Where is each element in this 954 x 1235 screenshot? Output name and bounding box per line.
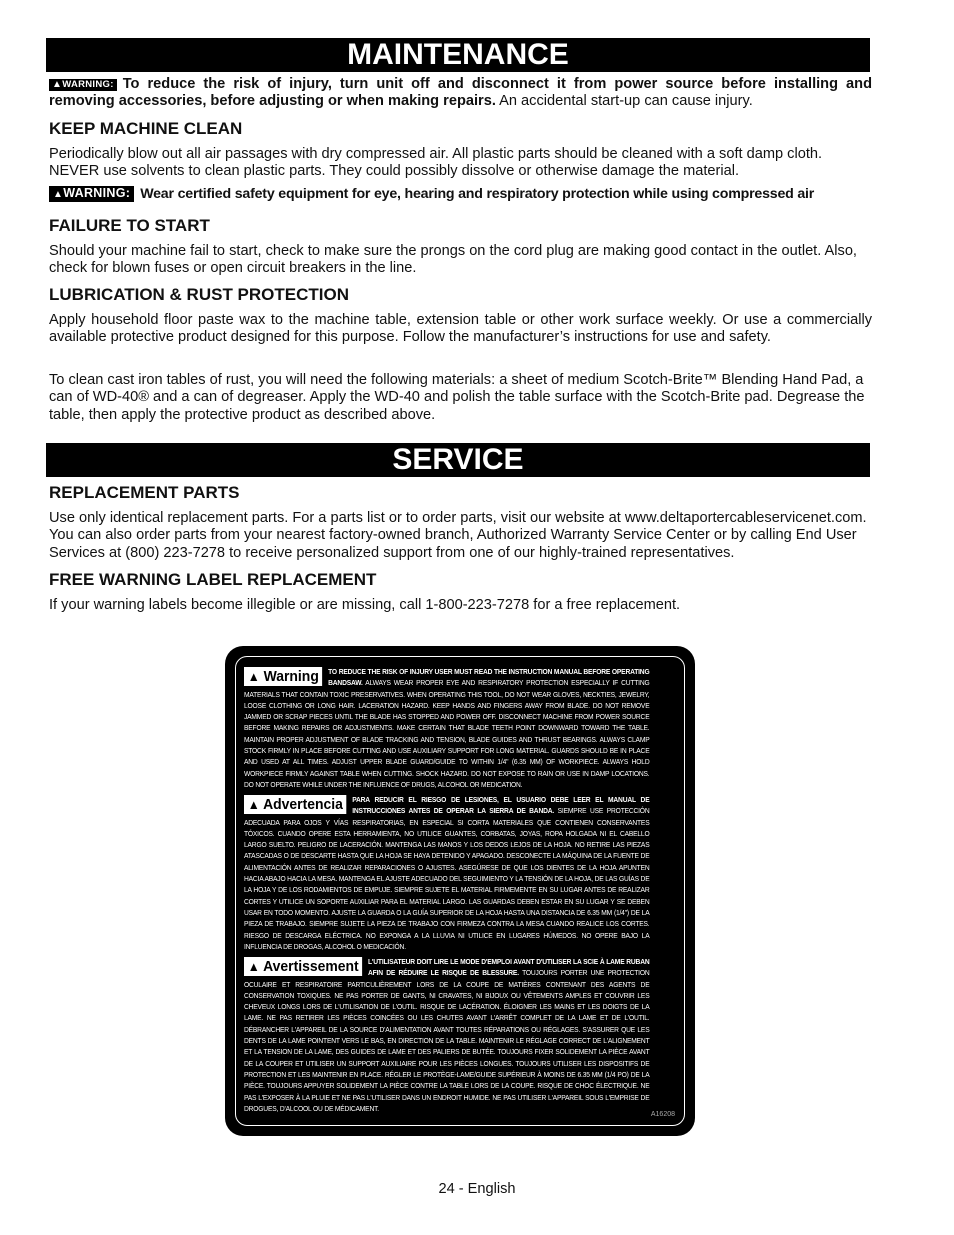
service-title-bar — [46, 443, 870, 477]
heading-lubrication: LUBRICATION & RUST PROTECTION — [49, 285, 350, 304]
label-spanish: ▲ Advertencia PARA REDUCIR EL RIESGO DE LESIONES, EL USUARIO DEBE LEER EL MANUAL DE INSTRUCCIONES ANTES DE OPERAR LA SIERRA DE BANDA. SIEMPRE USE PROTECCIÓN ADECUADA PARA OJOS Y VÍAS RESPIRATORIAS, EN ESPECIAL SI CORTA MATERIALES QUE CONTIENEN CONSERVANTES TÓXICOS. CUANDO OPERE ESTA HERRAMIENTA, NO UTILICE GUANTES, CORBATAS, JOYAS, ROPA HOLGADA NI EL CABELLO LARGO SUELTO. PELIGRO DE LACERACIÓN. MANTENGA LAS MANOS Y LOS DEDOS LEJOS DE LA HOJA. NO RETIRE LAS PIEZAS ATASCADAS O DE DESCARTE HASTA QUE LA HOJA SE HAYA DETENIDO Y APAGADO. DESCONECTE LA MÁQUINA DE LA FUENTE DE ALIMENTACIÓN ANTES DE REALIZAR REPARACIONES O AJUSTES. ASEGÚRESE DE QUE LOS DIENTES DE LA HOJA APUNTEN HACIA ABAJO HACIA LA MESA. MANTENGA EL AJUSTE ADECUADO DEL SEGUIMIENTO Y LA TENSIÓN DE LA HOJA, DE LAS GUÍAS DE LA HOJA Y DE LOS RODAMIENTOS DE EMPUJE. SIEMPRE SUJETE EL MATERIAL FIRMEMENTE EN SU LUGAR ANTES DE REALIZAR CORTES Y UTILICE UN SOPORTE AUXILIAR PARA EL MATERIAL LARGO. LAS GUARDAS DEBEN ESTAR EN SU LUGAR Y SE DEBEN USAR EN TODO MOMENTO. AJUSTE LA GUARDA O LA GUÍA SUPERIOR DE LA HOJA HASTA UNA DISTANCIA DE 6.35 MM (1/4") DE LA PIEZA DE TRABAJO. SIEMPRE SUJETE LA PIEZA DE TRABAJO CON FIRMEZA CONTRA LA MESA CUANDO REALICE LOS CORTES. RIESGO DE DESCARGA ELÉCTRICA. NO EXPONGA A LA LLUVIA NI UTILICE EN LUGARES HÚMEDOS. NO OPERE BAJO LA INFLUENCIA DE DROGAS, ALCOHOL O MEDICACIÓN. — [244, 795, 650, 951]
warning-triangle-icon: ▲ — [52, 79, 63, 90]
maintenance-warning: ▲WARNING: To reduce the risk of injury, turn unit off and disconnect it from power source before installing and removing accessories, before adjusting or when making repairs. An accidental start-up can cause injury. — [49, 76, 872, 110]
label-warning-heading: ▲ Warning — [244, 667, 323, 686]
warning-triangle-icon: ▲ — [53, 189, 64, 200]
warning-triangle-icon: ▲ — [247, 669, 260, 684]
keep-clean-warning: ▲WARNING: Wear certified safety equipment for eye, hearing and respiratory protection while using compressed air — [49, 186, 872, 203]
label-english: ▲ Warning TO REDUCE THE RISK OF INJURY USER MUST READ THE INSTRUCTION MANUAL BEFORE OPERATING BANDSAW. ALWAYS WEAR PROPER EYE AND RESPIRATORY PROTECTION ESPECIALLY IF CUTTING MATERIALS THAT CONTAIN TOXIC PRESERVATIVES. WHEN OPERATING THIS TOOL, DO NOT WEAR GLOVES, NECKTIES, JEWELRY, LOOSE CLOTHING OR LONG HAIR. LACERATION HAZARD. KEEP HANDS AND FINGERS AWAY FROM BLADE. DO NOT REMOVE JAMMED OR SCRAP PIECES UNTIL THE BLADE HAS STOPPED AND POWER OFF. DISCONNECT MACHINE FROM POWER SOURCE BEFORE MAKING REPAIRS OR ADJUSTMENTS. MAKE CERTAIN THAT BLADE TEETH POINT DOWNWARD TOWARD THE TABLE. MAINTAIN PROPER ADJUSTMENT OF BLADE TRACKING AND TENSION, BLADE GUIDES AND THRUST BEARINGS. ALWAYS CLAMP STOCK FIRMLY IN PLACE BEFORE CUTTING AND USE AUXILIARY SUPPORT FOR LONG MATERIAL. GUARDS SHOULD BE IN PLACE AND USED AT ALL TIMES. ADJUST UPPER BLADE GUARD/GUIDE TO WITHIN 1/4" (6.35 MM) OF WORKPIECE. ALWAYS HOLD WORKPIECE FIRMLY AGAINST TABLE WHEN CUTTING. SHOCK HAZARD. DO NOT EXPOSE TO RAIN OR USE IN DAMP LOCATIONS. DO NOT OPERATE WHILE UNDER THE INFLUENCE OF DRUGS, ALCOHOL OR MEDICATION. — [244, 667, 650, 789]
label-french: ▲ Avertissement L'UTILISATEUR DOIT LIRE LE MODE D'EMPLOI AVANT D'UTILISER LA SCIE À LAME RUBAN AFIN DE RÉDUIRE LE RISQUE DE BLESSURE. TOUJOURS PORTER UNE PROTECTION OCULAIRE ET RESPIRATOIRE PARTICULIÈREMENT LORS DE LA COUPE DE MATIÈRES CONTENANT DES AGENTS DE CONSERVATION TOXIQUES. NE PAS PORTER DE GANTS, NI CRAVATES, NI BIJOUX OU VÊTEMENTS AMPLES ET COUVRIR LES CHEVEUX LONGS LORS DE L'UTILISATION DE L'OUTIL. RISQUE DE LACÉRATION. ÉLOIGNER LES MAINS ET LES DOIGTS DE LA LAME. NE PAS RETIRER LES PIÈCES COINCÉES OU LES CHUTES AVANT L'ARRÊT COMPLET DE LA LAME ET DE L'OUTIL. DÉBRANCHER L'APPAREIL DE LA SOURCE D'ALIMENTATION AVANT TOUTES RÉPARATIONS OU RÉGLAGES. S'ASSURER QUE LES DENTS DE LA LAME POINTENT VERS LE BAS, EN DIRECTION DE LA TABLE. MAINTENIR LE RÉGLAGE CORRECT DE L'ALIGNEMENT ET LA TENSION DE LA LAME, DES GUIDES DE LAME ET DES PALIERS DE BUTÉE. TOUJOURS FIXER SOLIDEMENT LA PIÈCE AVANT DE LA COUPER ET UTILISER UN SUPPORT AUXILIAIRE POUR LES PIÈCES LONGUES. TOUJOURS UTILISER LES DISPOSITIFS DE PROTECTION ET LES MAINTENIR EN PLACE. RÉGLER LE PROTÈGE-LAME/GUIDE SUPÉRIEUR À MOINS DE 6.35 MM (1/4 PO) DE LA PIÈCE. TOUJOURS APPUYER SOLIDEMENT LA PIÈCE CONTRE LA TABLE LORS DE LA COUPE. RISQUE DE CHOC ÉLECTRIQUE. NE PAS L'EXPOSER À LA PLUIE ET NE PAS L'UTILISER DANS UN ENDROIT HUMIDE. NE PAS UTILISER L'APPAREIL SOUS L'EMPRISE DE DROGUES, D'ALCOOL OU DE MÉDICAMENT. — [244, 957, 650, 1113]
keep-clean-body: Periodically blow out all air passages with dry compressed air. All plastic parts should be cleaned with a soft damp cloth. NEVER use solvents to clean plastic parts. They could possibly dissolve or otherwise damage the material. — [49, 146, 823, 180]
replacement-body: Use only identical replacement parts. For a parts list or to order parts, visit our website at www.deltaportercableservicenet.com. You can also order parts from your nearest factory-owned branch, Authorized Warranty Service Center or by calling End User Services at (800) 223-7278 to receive personalized support from one of our highly-trained representatives. — [49, 510, 867, 561]
warning-badge: ▲WARNING: — [49, 79, 117, 91]
warning-label — [225, 646, 695, 1136]
maintenance-title-bar — [46, 38, 870, 72]
warning-triangle-icon: ▲ — [247, 797, 260, 812]
warning-triangle-icon: ▲ — [247, 959, 260, 974]
maintenance-title: MAINTENANCE — [347, 38, 569, 71]
heading-failure: FAILURE TO START — [49, 216, 210, 235]
heading-label-replacement: FREE WARNING LABEL REPLACEMENT — [49, 570, 377, 589]
heading-keep-clean: KEEP MACHINE CLEAN — [49, 119, 243, 138]
label-advertencia-heading: ▲ Advertencia — [244, 795, 347, 814]
label-avertissement-heading: ▲ Avertissement — [244, 957, 362, 976]
lubrication-body-2: To clean cast iron tables of rust, you will need the following materials: a sheet of medium Scotch-Brite™ Blending Hand Pad, a can of WD-40® and a can of degreaser. Apply the WD-40 and polish the table surface with the Scotch-Brite pad. Degrease the table, then apply the protective product as described above. — [49, 372, 865, 423]
service-title: SERVICE — [392, 443, 524, 476]
lubrication-body-1: Apply household floor paste wax to the machine table, extension table or other work surface weekly. Or use a commercially available protective product designed for this purpose. Follow the manufacturer’s instructions for use and safety. — [49, 312, 872, 346]
label-code: A16208 — [650, 1111, 675, 1118]
warning-badge: ▲WARNING: — [49, 186, 134, 202]
page-footer: 24 - English — [438, 1181, 516, 1197]
heading-replacement: REPLACEMENT PARTS — [49, 483, 240, 502]
label-replacement-body: If your warning labels become illegible or are missing, call 1-800-223-7278 for a free replacement. — [49, 597, 681, 613]
failure-body: Should your machine fail to start, check to make sure the prongs on the cord plug are making good contact in the outlet. Also, check for blown fuses or open circuit breakers in the line. — [49, 243, 857, 277]
